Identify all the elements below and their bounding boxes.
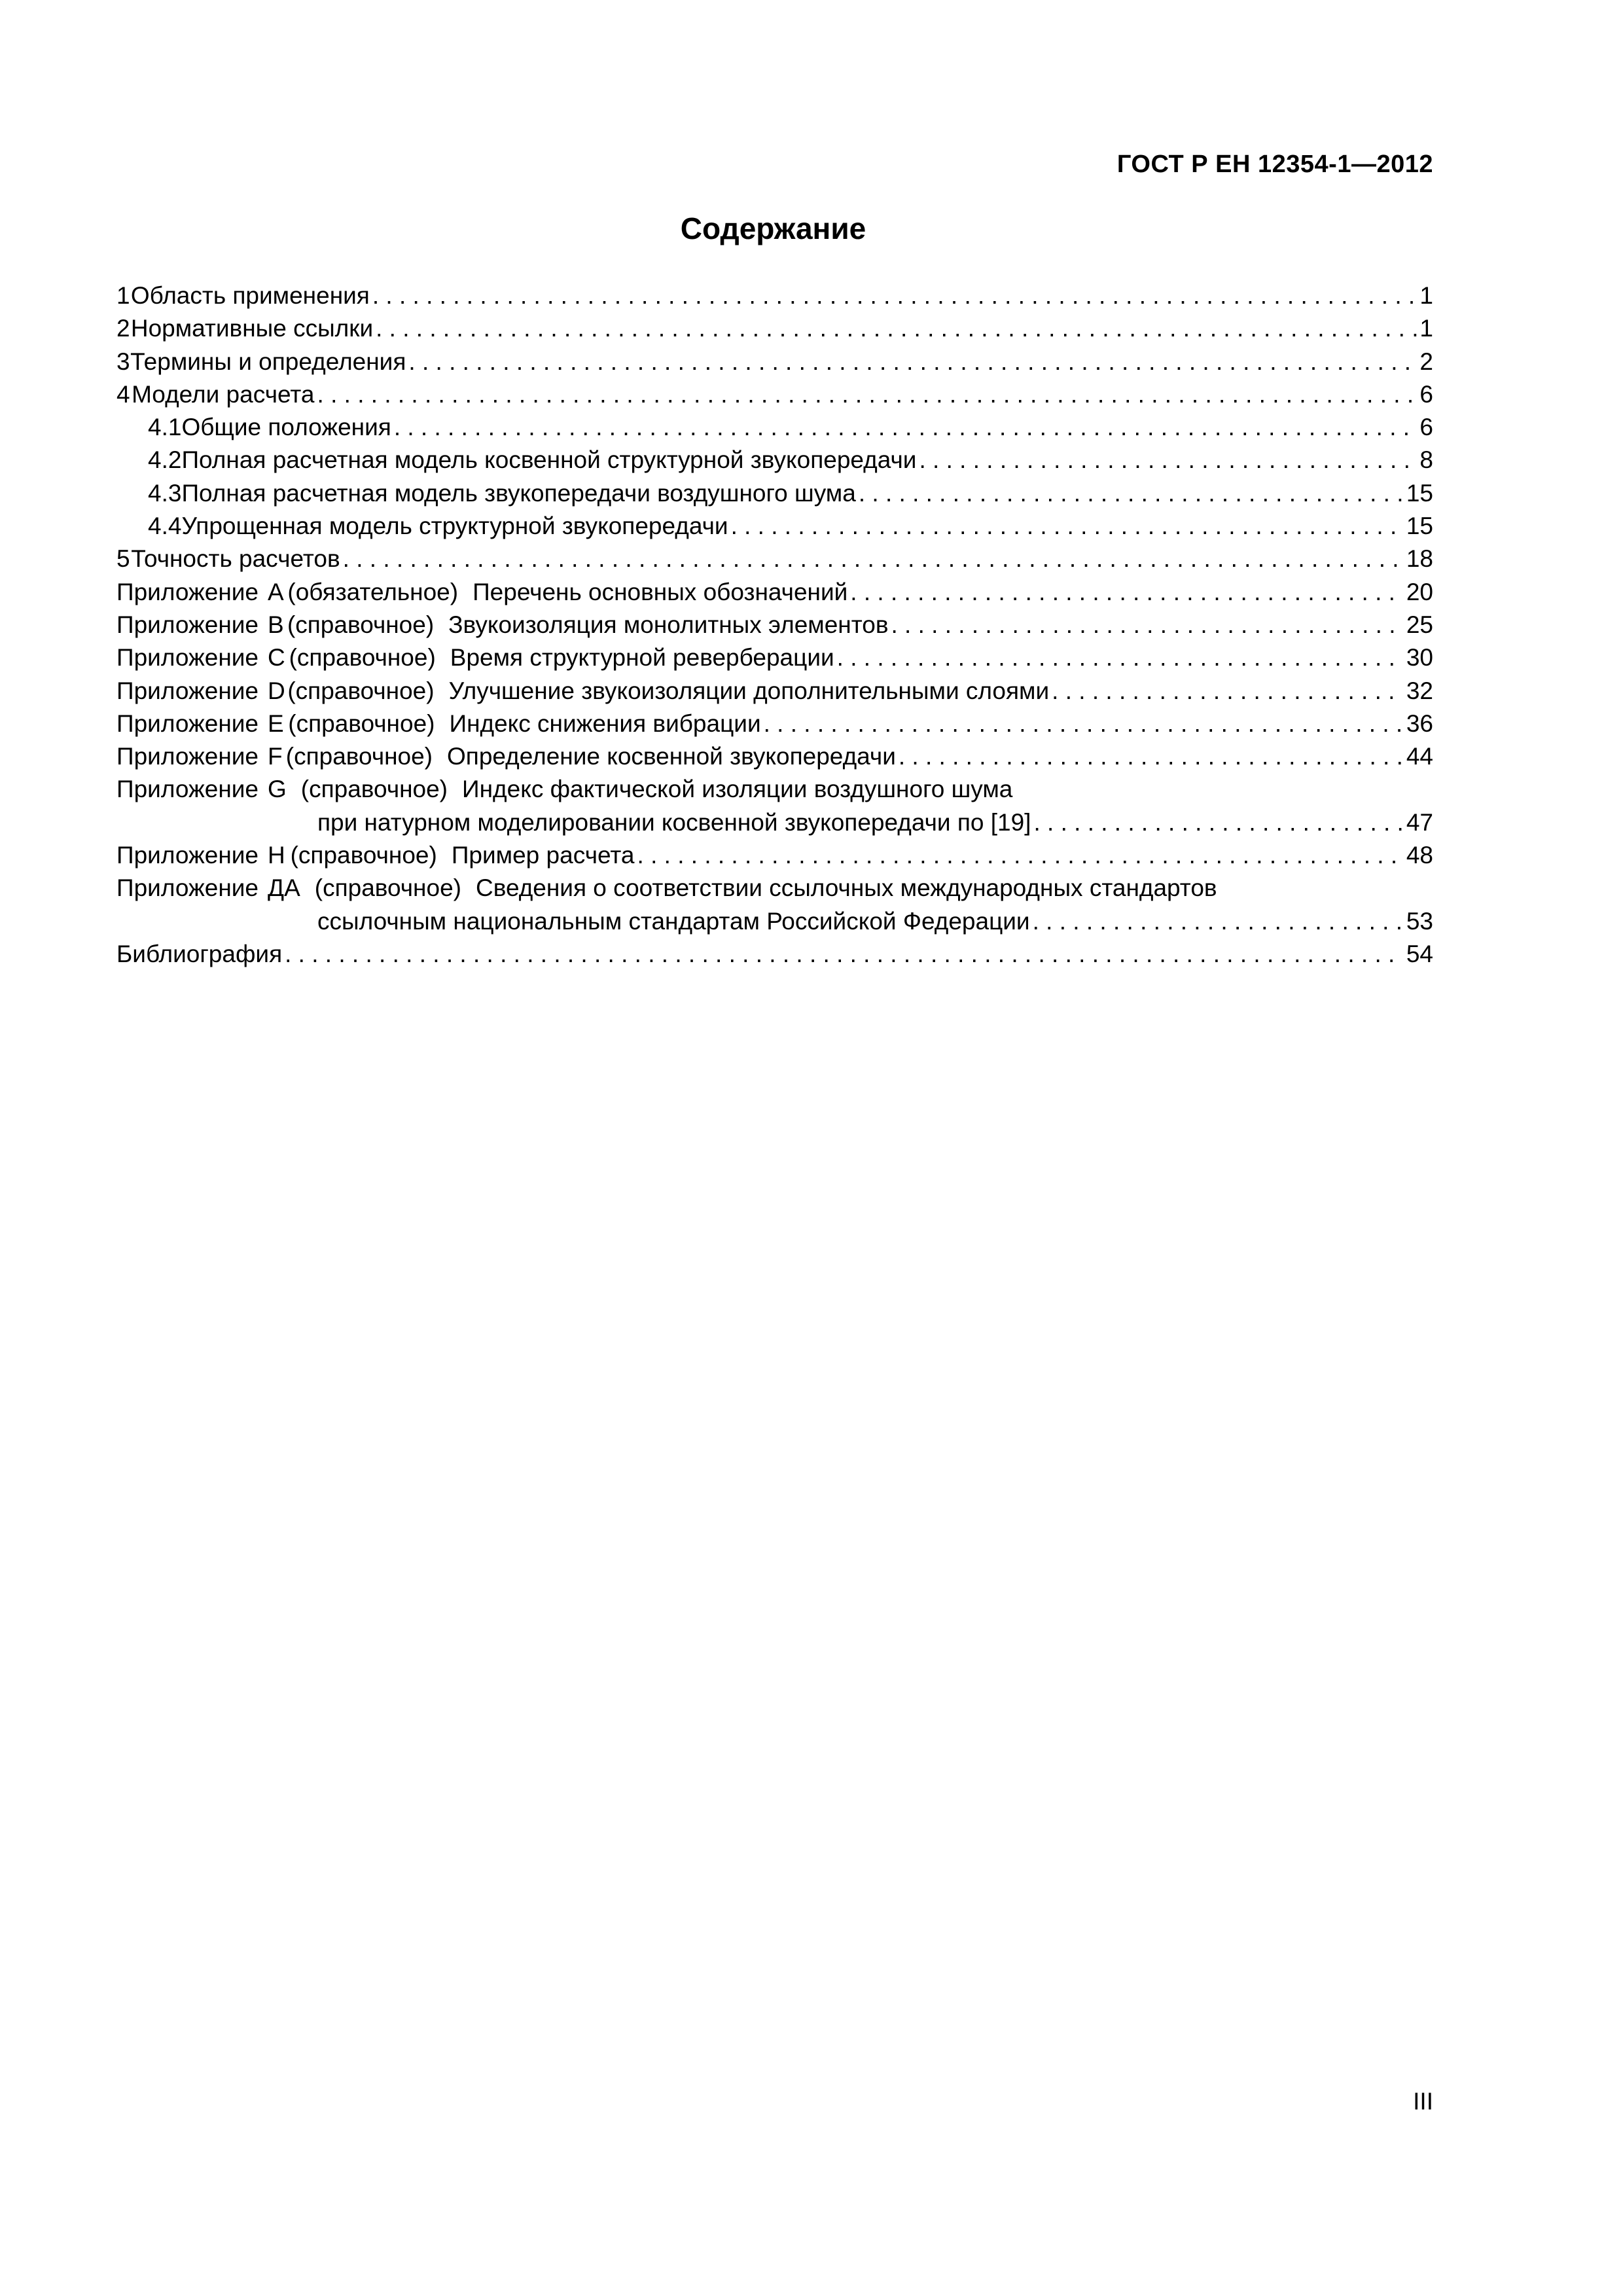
- toc-entry-title: Полная расчетная модель косвенной структурной звукопередачи: [181, 446, 917, 474]
- toc-entry-title: Область применения: [130, 282, 370, 309]
- dot-leader: [899, 740, 1404, 773]
- toc-entry-5[interactable]: [116, 543, 1433, 575]
- annex-status: (справочное): [288, 709, 435, 737]
- toc-entry-page: 53: [1406, 907, 1433, 935]
- toc-entry-page: 1: [1419, 282, 1433, 309]
- toc-entry-number: 2: [116, 315, 130, 342]
- toc-entry-page: 6: [1419, 380, 1433, 408]
- toc-entry-title: Нормативные ссылки: [130, 315, 374, 342]
- toc-entry-number: 4: [116, 380, 130, 408]
- toc-entry-title: Пример расчета: [451, 842, 635, 869]
- dot-leader: [637, 839, 1404, 872]
- toc-entry-title: Сведения о соответствии ссылочных международных стандартов: [475, 874, 1217, 902]
- toc-entry-4[interactable]: [116, 378, 1433, 411]
- annex-status: (справочное): [314, 874, 461, 902]
- annex-label: Приложение F: [116, 743, 283, 770]
- annex-label: Приложение В: [116, 611, 284, 638]
- toc-entry-title: Определение косвенной звукопередачи: [447, 743, 896, 770]
- toc-entry-number: 4.1: [148, 414, 182, 441]
- annex-label: Приложение D: [116, 677, 285, 704]
- toc-annex-da[interactable]: [116, 872, 1433, 905]
- toc-entry-page: 1: [1419, 315, 1433, 342]
- dot-leader: [859, 477, 1404, 510]
- toc-annex-g[interactable]: [116, 773, 1433, 806]
- annex-label: Приложение ДА: [116, 874, 300, 902]
- toc-entry-title: Полная расчетная модель звукопередачи воздушного шума: [181, 479, 856, 507]
- dot-leader: [919, 444, 1417, 476]
- toc-entry-page: 8: [1419, 446, 1433, 474]
- toc-entry-4-1[interactable]: [116, 411, 1433, 444]
- toc-entry-page: 6: [1419, 414, 1433, 441]
- toc-entry-4-3[interactable]: [116, 477, 1433, 510]
- annex-label: Приложение Н: [116, 842, 285, 869]
- toc-bibliography[interactable]: [116, 938, 1433, 971]
- dot-leader: [1033, 806, 1403, 839]
- toc-entry-title: Индекс снижения вибрации: [449, 709, 761, 737]
- annex-label: Приложение G: [116, 776, 287, 803]
- toc-entry-title-continuation: при натурном моделировании косвенной звукопередачи по [19]: [317, 808, 1031, 836]
- toc-entry-title: Термины и определения: [130, 348, 406, 375]
- dot-leader: [285, 938, 1404, 971]
- dot-leader: [1052, 675, 1404, 708]
- toc-entry-page: 47: [1406, 808, 1433, 836]
- dot-leader: [837, 641, 1404, 674]
- toc-entry-page: 44: [1406, 743, 1433, 770]
- toc-entry-title: Библиография: [116, 940, 283, 967]
- toc-entry-page: 15: [1406, 479, 1433, 507]
- dot-leader: [764, 708, 1404, 740]
- toc-title: Содержание: [680, 211, 866, 245]
- toc-entry-title: Время структурной реверберации: [450, 644, 834, 672]
- dot-leader: [394, 411, 1418, 444]
- toc-entry-page: 25: [1406, 611, 1433, 638]
- toc-entry-title: Перечень основных обозначений: [473, 578, 848, 605]
- table-of-contents: [116, 279, 1433, 971]
- document-code: ГОСТ Р ЕН 12354-1—2012: [1116, 151, 1433, 178]
- toc-entry-3[interactable]: [116, 346, 1433, 378]
- annex-label: Приложение С: [116, 644, 285, 672]
- toc-entry-page: 48: [1406, 842, 1433, 869]
- annex-status: (обязательное): [287, 578, 459, 605]
- toc-entry-4-4[interactable]: [116, 510, 1433, 543]
- toc-entry-number: 4.2: [148, 446, 182, 474]
- toc-entry-page: 2: [1419, 348, 1433, 375]
- toc-annex-c[interactable]: [116, 641, 1433, 674]
- toc-annex-b[interactable]: [116, 609, 1433, 641]
- dot-leader: [408, 346, 1417, 378]
- annex-label: Приложение Е: [116, 709, 284, 737]
- toc-annex-e[interactable]: [116, 708, 1433, 740]
- toc-entry-page: 30: [1406, 644, 1433, 672]
- toc-entry-4-2[interactable]: [116, 444, 1433, 476]
- page-number: III: [1413, 2088, 1433, 2115]
- dot-leader: [891, 609, 1404, 641]
- annex-status: (справочное): [290, 842, 437, 869]
- annex-status: (справочное): [287, 677, 435, 704]
- toc-entry-title: Звукоизоляция монолитных элементов: [448, 611, 889, 638]
- annex-label: Приложение А: [116, 578, 284, 605]
- annex-status: (справочное): [300, 776, 448, 803]
- toc-entry-title: Индекс фактической изоляции воздушного шума: [462, 776, 1013, 803]
- toc-entry-page: 15: [1406, 512, 1433, 540]
- dot-leader: [317, 378, 1418, 411]
- toc-entry-title: Точность расчетов: [131, 545, 340, 573]
- toc-entry-page: 36: [1406, 709, 1433, 737]
- toc-entry-title: Модели расчета: [132, 380, 315, 408]
- toc-annex-g-continuation[interactable]: [116, 806, 1433, 839]
- toc-entry-title-continuation: ссылочным национальным стандартам Российской Федерации: [317, 907, 1030, 935]
- toc-entry-number: 1: [116, 282, 130, 309]
- toc-entry-2[interactable]: [116, 312, 1433, 345]
- dot-leader: [731, 510, 1404, 543]
- toc-entry-title: Улучшение звукоизоляции дополнительными слоями: [448, 677, 1050, 704]
- toc-entry-number: 3: [116, 348, 130, 375]
- dot-leader: [1033, 905, 1404, 938]
- toc-annex-f[interactable]: [116, 740, 1433, 773]
- dot-leader: [850, 576, 1404, 609]
- toc-entry-page: 32: [1406, 677, 1433, 704]
- toc-entry-number: 5: [116, 545, 130, 573]
- toc-annex-da-continuation[interactable]: [116, 905, 1433, 938]
- dot-leader: [343, 543, 1404, 575]
- dot-leader: [376, 312, 1417, 345]
- toc-entry-number: 4.4: [148, 512, 182, 540]
- toc-entry-page: 20: [1406, 578, 1433, 605]
- toc-entry-title: Упрощенная модель структурной звукопередачи: [181, 512, 728, 540]
- toc-annex-d[interactable]: [116, 675, 1433, 708]
- dot-leader: [372, 279, 1418, 312]
- toc-entry-number: 4.3: [148, 479, 182, 507]
- toc-entry-page: 54: [1406, 940, 1433, 967]
- toc-annex-a[interactable]: [116, 576, 1433, 609]
- annex-status: (справочное): [287, 611, 435, 638]
- toc-entry-page: 18: [1406, 545, 1433, 573]
- toc-entry-1[interactable]: [116, 279, 1433, 312]
- annex-status: (справочное): [285, 743, 433, 770]
- toc-entry-title: Общие положения: [181, 414, 391, 441]
- annex-status: (справочное): [289, 644, 436, 672]
- toc-annex-h[interactable]: [116, 839, 1433, 872]
